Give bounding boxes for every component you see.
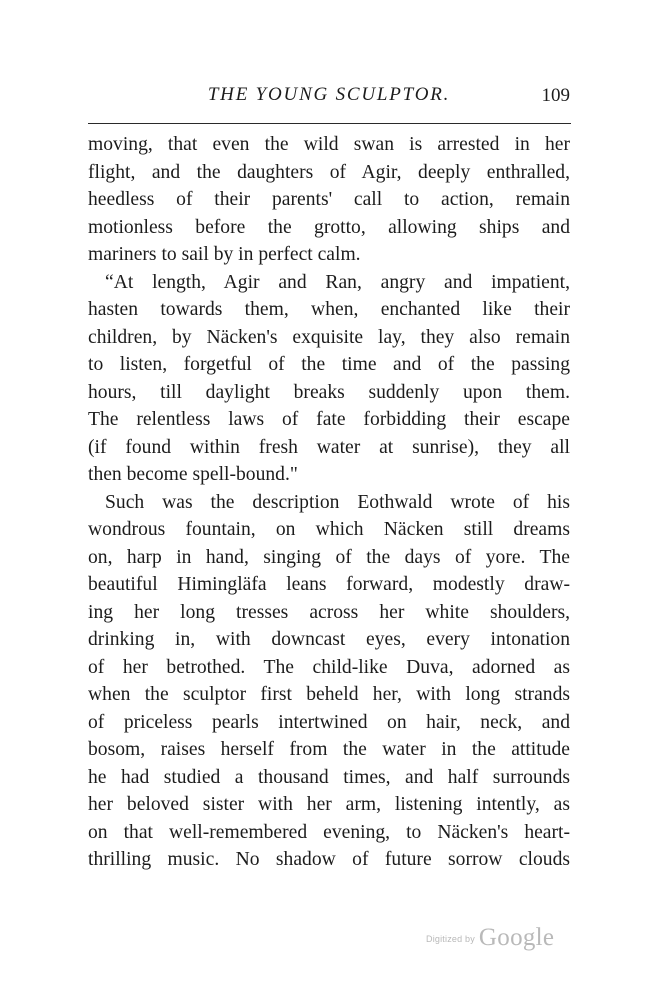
page-number: 109 — [541, 85, 570, 106]
running-head — [88, 84, 570, 114]
text-line: her beloved sister with her arm, listening intently, as — [88, 794, 570, 815]
text-line: hours, till daylight breaks suddenly upon them. — [88, 381, 570, 403]
text-line: Such was the description Eothwald wrote of his — [105, 491, 570, 513]
text-line: he had studied a thousand times, and half surrounds — [88, 766, 570, 788]
text-line: mariners to sail by in perfect calm. — [88, 244, 361, 265]
text-line: drinking in, with downcast eyes, every intonation — [88, 629, 570, 650]
text-line: then become spell-bound." — [88, 464, 298, 485]
watermark-prefix: Digitized by — [426, 934, 475, 944]
text-line: on that well-remembered evening, to Näcken's heart- — [88, 821, 570, 843]
header-rule — [88, 123, 571, 124]
text-line: on, harp in hand, singing of the days of yore. The — [88, 546, 570, 568]
text-line: beautiful Himingläfa leans forward, modestly draw- — [88, 574, 570, 595]
text-line: ing her long tresses across her white shoulders, — [88, 601, 570, 623]
text-line: motionless before the grotto, allowing ships and — [88, 216, 570, 238]
text-line: when the sculptor first beheld her, with long strands — [88, 684, 570, 705]
text-line: moving, that even the wild swan is arrested in her — [88, 134, 570, 155]
body-text — [88, 131, 570, 874]
text-line: wondrous fountain, on which Näcken still dreams — [88, 519, 570, 540]
google-logo: Google — [478, 924, 555, 951]
text-line: of priceless pearls intertwined on hair, neck, and — [88, 711, 570, 733]
text-line: The relentless laws of fate forbidding their escape — [88, 409, 570, 430]
text-line: to listen, forgetful of the time and of the passing — [88, 354, 570, 375]
text-line: flight, and the daughters of Agir, deeply enthralled, — [88, 161, 570, 183]
text-line: “At length, Agir and Ran, angry and impatient, — [105, 271, 570, 293]
text-line: thrilling music. No shadow of future sorrow clouds — [88, 849, 570, 870]
text-line: (if found within fresh water at sunrise), they all — [88, 436, 570, 458]
text-line: bosom, raises herself from the water in the attitude — [88, 739, 570, 760]
text-line: of her betrothed. The child-like Duva, adorned as — [88, 656, 570, 678]
text-line: hasten towards them, when, enchanted like their — [88, 299, 570, 320]
text-line: children, by Näcken's exquisite lay, they also remain — [88, 326, 570, 348]
text-line: heedless of their parents' call to action, remain — [88, 189, 570, 210]
digitized-watermark — [426, 924, 566, 954]
running-title: THE YOUNG SCULPTOR. — [207, 84, 451, 105]
